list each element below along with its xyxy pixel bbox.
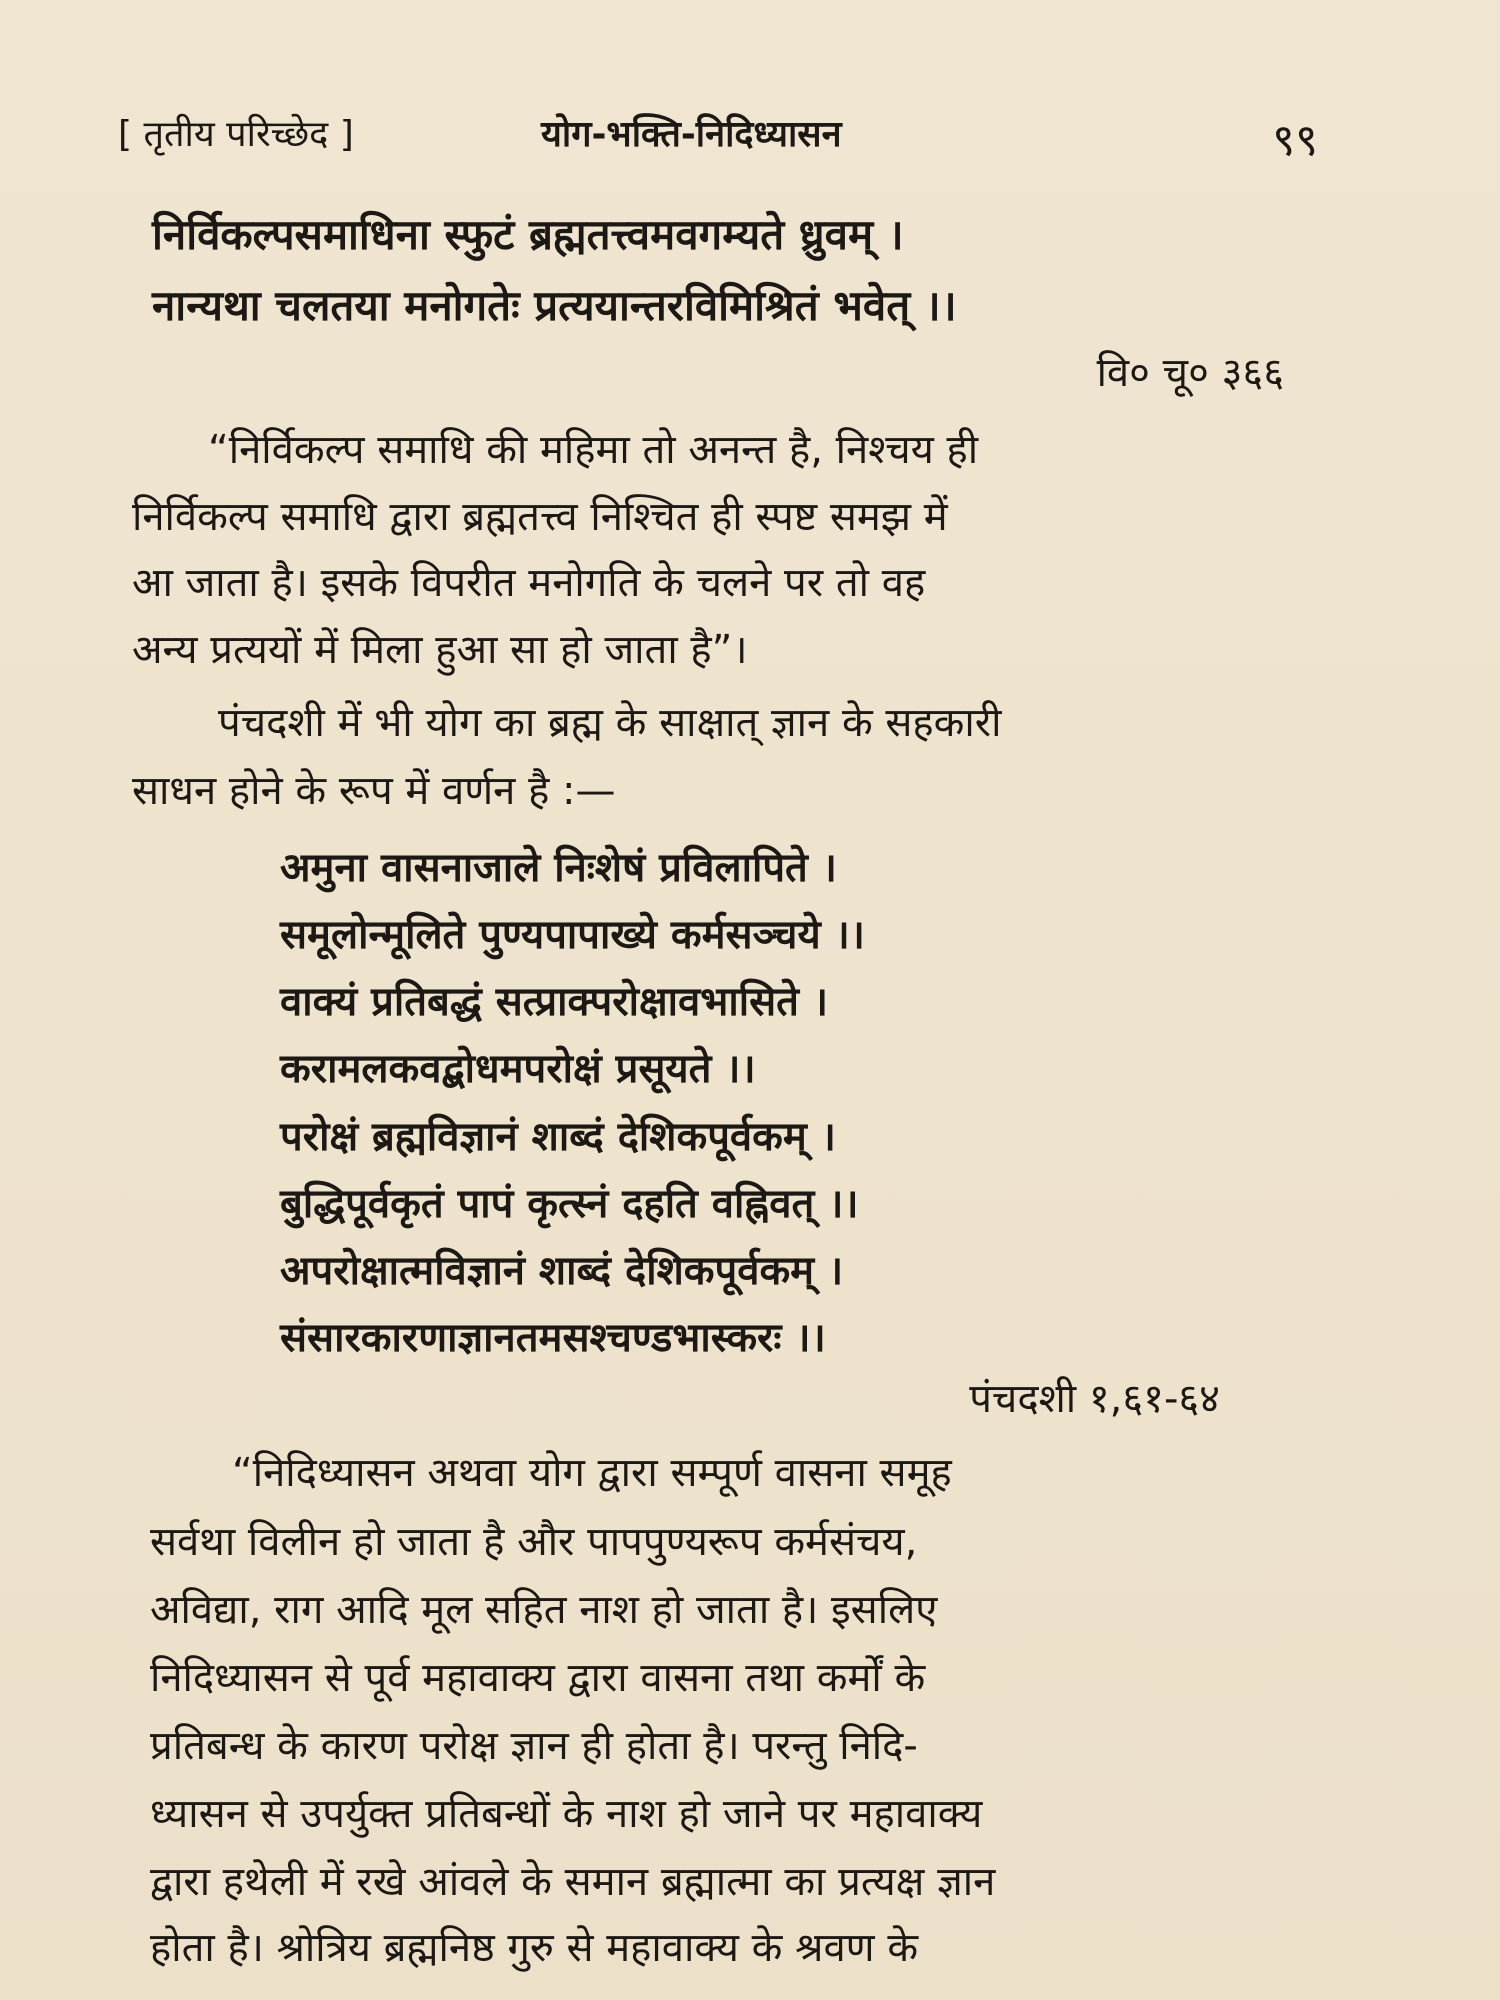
verse-line: वाक्यं प्रतिबद्धं सत्प्राक्परोक्षावभासिते । [280,979,829,1025]
paragraph-line: आ जाता है। इसके विपरीत मनोगति के चलने पर तो वह [132,560,926,606]
verse-citation: वि० चू० ३६६ [1096,350,1284,396]
page-number: ९९ [1272,115,1318,166]
paragraph-line: सर्वथा विलीन हो जाता है और पापपुण्यरूप कर्मसंचय, [150,1519,918,1565]
verse-line: करामलकवद्बोधमपरोक्षं प्रसूयते ।। [280,1046,756,1092]
page-header [118,108,1318,168]
verse-line: परोक्षं ब्रह्मविज्ञानं शाब्दं देशिकपूर्वकम् । [280,1114,836,1160]
verse-line: नान्यथा चलतया मनोगतेः प्रत्ययान्तरविमिश्रितं भवेत् ।। [152,281,957,330]
verse-line: समूलोन्मूलिते पुण्यपापाख्ये कर्मसञ्चये ।। [280,912,865,958]
paragraph-line: “निर्विकल्प समाधि की महिमा तो अनन्त है, निश्चय ही [208,427,979,473]
verse-line: अमुना वासनाजाले निःशेषं प्रविलापिते । [280,845,837,891]
verse-line: बुद्धिपूर्वकृतं पापं कृत्स्नं दहति वह्निवत् ।। [280,1181,859,1227]
paragraph-line: द्वारा हथेली में रखे आंवले के समान ब्रह्मात्मा का प्रत्यक्ष ज्ञान [150,1859,996,1905]
verse-line: अपरोक्षात्मविज्ञानं शाब्दं देशिकपूर्वकम् । [280,1248,844,1294]
paragraph-line: निर्विकल्प समाधि द्वारा ब्रह्मतत्त्व निश्चित ही स्पष्ट समझ में [132,494,948,540]
running-title: योग-भक्ति-निदिध्यासन [541,114,842,155]
chapter-label: [ तृतीय परिच्छेद ] [118,114,354,155]
verse-line: निर्विकल्पसमाधिना स्फुटं ब्रह्मतत्त्वमवगम्यते ध्रुवम् । [152,210,904,259]
verse-line: संसारकारणाज्ञानतमसश्चण्डभास्करः ।। [280,1315,826,1361]
paragraph-line: होता है। श्रोत्रिय ब्रह्मनिष्ठ गुरु से महावाक्य के श्रवण के [150,1925,919,1971]
paragraph-line: ध्यासन से उपर्युक्त प्रतिबन्धों के नाश हो जाने पर महावाक्य [150,1791,983,1837]
paragraph-line: साधन होने के रूप में वर्णन है :— [132,768,616,814]
paragraph-line: पंचदशी में भी योग का ब्रह्म के साक्षात् ज्ञान के सहकारी [218,700,1002,746]
paragraph-line: निदिध्यासन से पूर्व महावाक्य द्वारा वासना तथा कर्मों के [150,1655,926,1701]
paragraph-line: अविद्या, राग आदि मूल सहित नाश हो जाता है। इसलिए [150,1587,938,1633]
paragraph-line: प्रतिबन्ध के कारण परोक्ष ज्ञान ही होता है। परन्तु निदि- [150,1723,918,1769]
verse-citation: पंचदशी १,६१-६४ [969,1376,1220,1422]
paragraph-line: “निदिध्यासन अथवा योग द्वारा सम्पूर्ण वासना समूह [232,1450,952,1496]
paragraph-line: अन्य प्रत्ययों में मिला हुआ सा हो जाता है”। [132,627,748,673]
